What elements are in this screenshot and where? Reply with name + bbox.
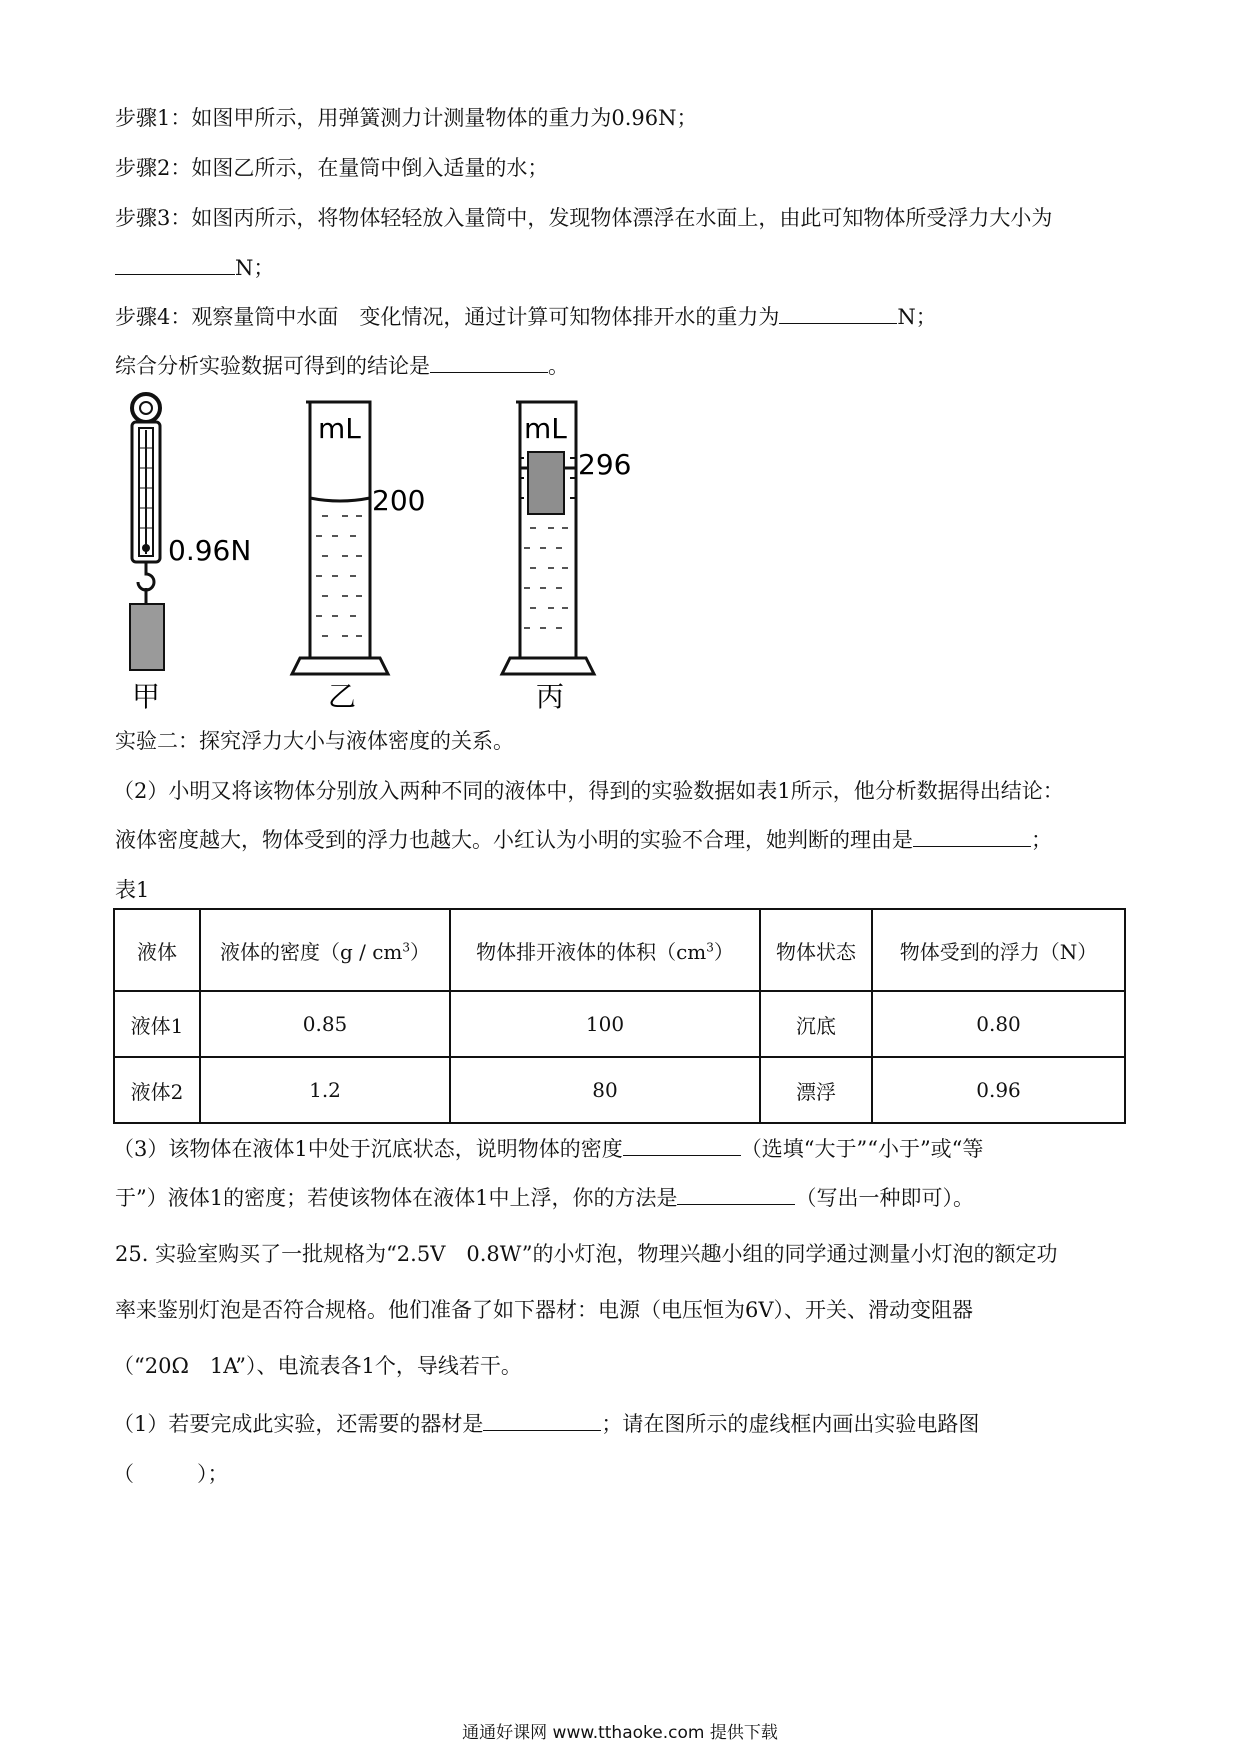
- cylinder-bing-figure: [502, 402, 631, 713]
- table-row: [114, 991, 1125, 1057]
- data-table: [113, 908, 1126, 1124]
- cell-volume: 100: [450, 991, 760, 1057]
- cell-state: 沉底: [760, 991, 872, 1057]
- spring-scale-figure: [130, 394, 251, 713]
- q25-1-text-b: ；请在图所示的虚线框内画出实验电路图: [601, 1412, 980, 1436]
- q2-text-a: （2）小明又将该物体分别放入两种不同的液体中，得到的实验数据如表1所示，他分析数据得出结论：: [113, 779, 1064, 803]
- cell-buoyancy: 0.96: [872, 1057, 1125, 1123]
- q3-text-b1: 于”）液体1的密度；若使该物体在液体1中上浮，你的方法是: [115, 1186, 678, 1210]
- q3-text-b2: （写出一种即可）。: [795, 1186, 974, 1210]
- step4-line: [115, 303, 937, 331]
- conclusion-text: 综合分析实验数据可得到的结论是: [115, 354, 430, 378]
- step4-text: 步骤4：观察量筒中水面 变化情况，通过计算可知物体排开水的重力为: [115, 305, 780, 329]
- table-caption: 表1: [115, 878, 150, 902]
- conclusion-end: 。: [548, 354, 569, 378]
- figure-bing-label: 丙: [536, 680, 565, 713]
- scale-reading: 0.96N: [168, 534, 252, 567]
- cell-volume: 80: [450, 1057, 760, 1123]
- header-volume: 物体排开液体的体积$(cm^3)$: [450, 909, 760, 991]
- cell-density: 1.2: [200, 1057, 450, 1123]
- q3-line-b: [115, 1184, 974, 1212]
- cylinder-reading: 200: [372, 484, 426, 517]
- cell-liquid: 液体1: [114, 991, 200, 1057]
- answer-blank[interactable]: [623, 1137, 741, 1156]
- page-footer: 通通好课网 www.tthaoke.com 提供下载: [462, 1723, 778, 1743]
- cylinder-unit: mL: [318, 412, 361, 445]
- experiment-figures: [110, 388, 710, 718]
- q25-text-b: 率来鉴别灯泡是否符合规格。他们准备了如下器材：电源（电压恒为6V）、开关、滑动变阻器: [115, 1298, 974, 1322]
- table-header-row: [114, 909, 1125, 991]
- figure-jia-label: 甲: [132, 680, 161, 713]
- q2-line-b: [115, 826, 1052, 854]
- cylinder-reading: 296: [578, 448, 632, 481]
- cell-state: 漂浮: [760, 1057, 872, 1123]
- exp2-title: 实验二：探究浮力大小与液体密度的关系。: [115, 729, 514, 753]
- q3-text-a: （3）该物体在液体1中处于沉底状态，说明物体的密度: [113, 1137, 623, 1161]
- step4-unit: N；: [897, 305, 937, 329]
- q25-text-c: （“20Ω 1A”）、电流表各1个，导线若干。: [113, 1354, 522, 1378]
- q2-end: ；: [1031, 828, 1052, 852]
- step3-unit: N；: [235, 256, 275, 280]
- header-buoyancy: 物体受到的浮力（N）: [872, 909, 1125, 991]
- q3-line-a: [113, 1135, 983, 1163]
- q2-text-b: 液体密度越大，物体受到的浮力也越大。小红认为小明的实验不合理，她判断的理由是: [115, 828, 913, 852]
- cylinder-unit: mL: [524, 412, 567, 445]
- conclusion-line: [115, 352, 569, 380]
- q3-text-a2: （选填“大于”“小于”或“等: [740, 1137, 984, 1161]
- cylinder-yi-figure: [292, 402, 425, 713]
- step3-answer-line: [115, 254, 274, 282]
- answer-blank[interactable]: [483, 1412, 601, 1431]
- q25-1-text-a: （1）若要完成此实验，还需要的器材是: [113, 1412, 484, 1436]
- cell-buoyancy: 0.80: [872, 991, 1125, 1057]
- answer-blank[interactable]: [430, 354, 548, 373]
- figure-yi-label: 乙: [328, 680, 357, 713]
- answer-blank[interactable]: [779, 305, 897, 324]
- step2-text: 步骤2：如图乙所示，在量筒中倒入适量的水；: [115, 156, 549, 180]
- header-state: 物体状态: [760, 909, 872, 991]
- answer-blank[interactable]: [677, 1186, 795, 1205]
- answer-blank[interactable]: [913, 828, 1031, 847]
- header-density: 液体的密度$(g / cm^3)$: [200, 909, 450, 991]
- step3-text: 步骤3：如图丙所示，将物体轻轻放入量筒中，发现物体漂浮在水面上，由此可知物体所受浮力大小为: [115, 206, 1053, 230]
- header-liquid: 液体: [114, 909, 200, 991]
- q25-text-a: 25. 实验室购买了一批规格为“2.5V 0.8W”的小灯泡，物理兴趣小组的同学通过测量小灯泡的额定功: [115, 1242, 1058, 1266]
- table-row: [114, 1057, 1125, 1123]
- q25-1-line: [113, 1410, 979, 1438]
- step1-text: 步骤1：如图甲所示，用弹簧测力计测量物体的重力为0.96N；: [115, 106, 698, 130]
- q25-1-text-c: （ ）；: [113, 1462, 229, 1486]
- cell-liquid: 液体2: [114, 1057, 200, 1123]
- answer-blank[interactable]: [115, 256, 235, 275]
- cell-density: 0.85: [200, 991, 450, 1057]
